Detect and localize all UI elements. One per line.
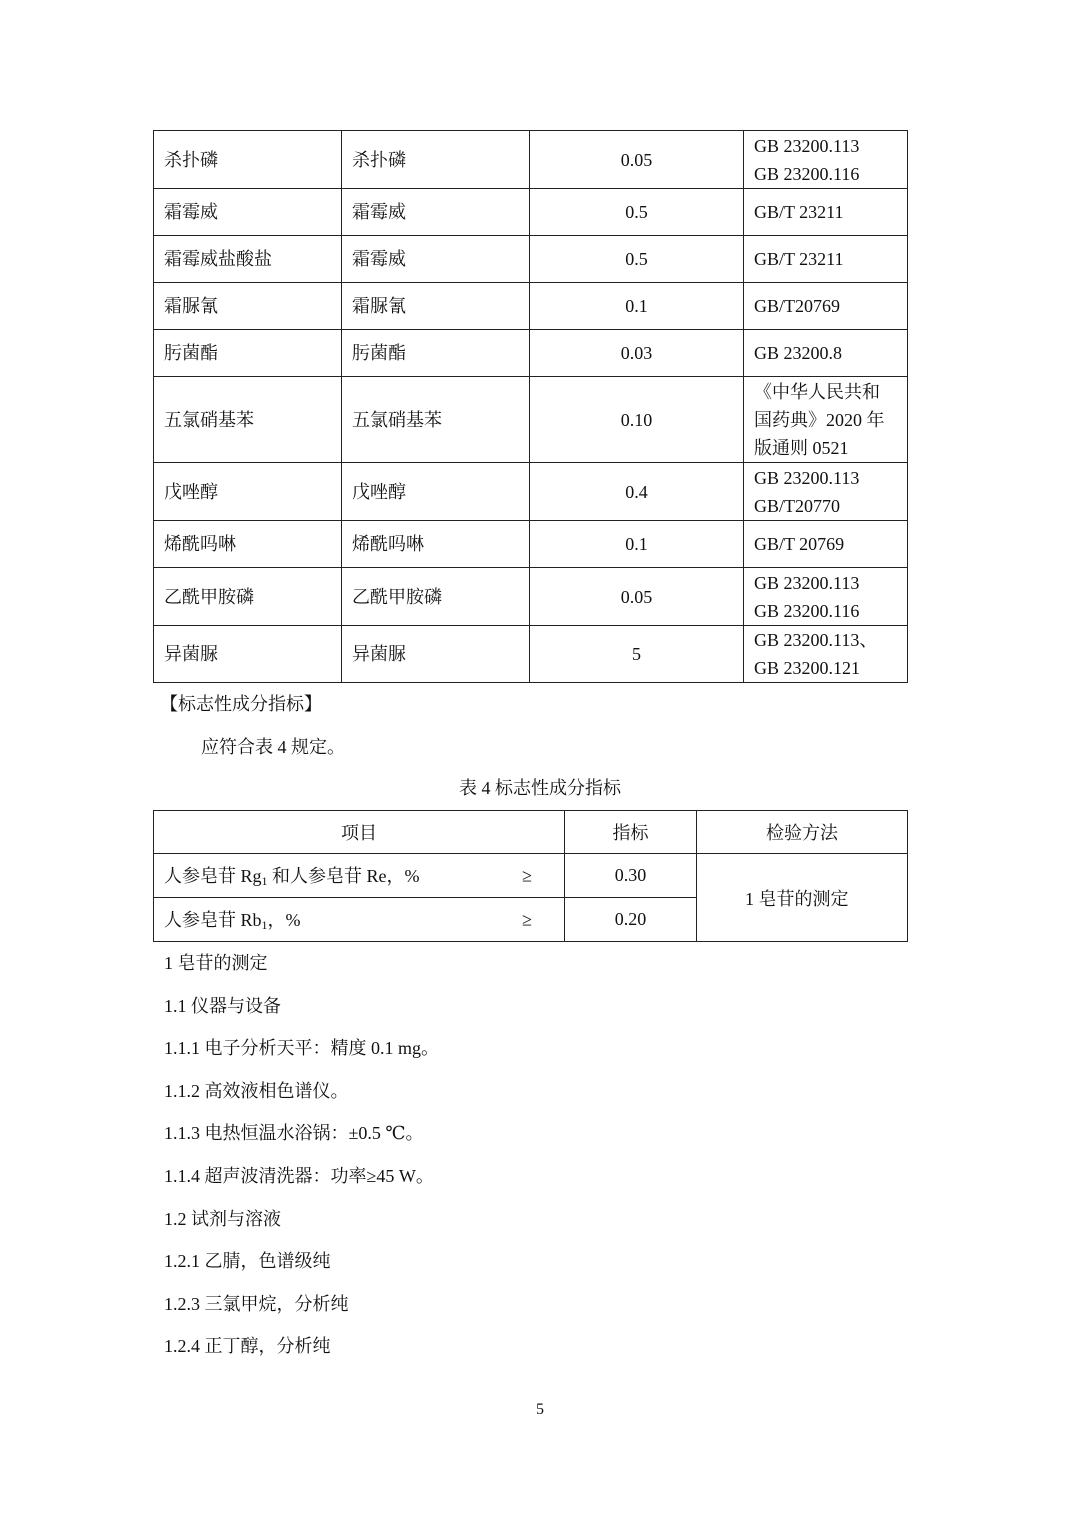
table-header-row xyxy=(154,811,908,854)
list-item: 1.2.4 正丁醇，分析纯 xyxy=(164,1336,331,1357)
residue-definition-cell: 异菌脲 xyxy=(342,626,530,683)
pesticide-name-cell: 肟菌酯 xyxy=(154,330,342,377)
table-row xyxy=(154,283,908,330)
list-item: 1.2 试剂与溶液 xyxy=(164,1208,281,1229)
table-row xyxy=(154,463,908,521)
page-number: 5 xyxy=(536,1401,544,1418)
item-subscript: 1 xyxy=(261,874,268,888)
limit-value-cell: 0.4 xyxy=(530,463,744,521)
residue-definition-cell: 戊唑醇 xyxy=(342,463,530,521)
method-cell: 1 皂苷的测定 xyxy=(697,854,908,942)
test-method-line: GB 23200.8 xyxy=(754,343,843,363)
section-heading: 【标志性成分指标】 xyxy=(160,694,322,714)
table-row xyxy=(154,626,908,683)
marker-component-table xyxy=(153,810,908,942)
section-body-text: 应符合表 4 规定。 xyxy=(201,737,345,757)
table-row xyxy=(154,521,908,568)
test-method-line: GB 23200.113 xyxy=(754,572,860,593)
test-method-line: GB 23200.113 xyxy=(754,467,860,488)
pesticide-name-cell: 戊唑醇 xyxy=(154,463,342,521)
table-row xyxy=(154,189,908,236)
test-method-line: GB 23200.116 xyxy=(754,600,860,621)
table-row xyxy=(154,330,908,377)
test-method-line: GB 23200.113、 xyxy=(754,630,878,650)
item-subscript: 1 xyxy=(261,918,268,932)
limit-value-cell: 0.03 xyxy=(530,330,744,377)
item-text: ，% xyxy=(267,910,301,930)
item-text: 和人参皂苷 Re，% xyxy=(267,866,420,886)
item-text: 人参皂苷 Rg xyxy=(164,866,262,886)
header-index: 指标 xyxy=(565,811,697,854)
test-method-cell xyxy=(744,131,908,189)
table-row xyxy=(154,854,908,898)
index-value: 0.20 xyxy=(565,898,697,942)
test-method-line: GB/T20770 xyxy=(754,495,841,516)
table-row xyxy=(154,236,908,283)
greater-equal-sign: ≥ xyxy=(522,865,532,885)
table-caption: 表 4 标志性成分指标 xyxy=(459,778,621,798)
list-item: 1.1.4 超声波清洗器：功率≥45 W。 xyxy=(164,1165,434,1186)
header-method: 检验方法 xyxy=(697,811,908,854)
table-row xyxy=(154,131,908,189)
pesticide-residue-table xyxy=(153,130,908,683)
test-method-line: GB 23200.121 xyxy=(754,658,861,678)
table-row xyxy=(154,377,908,463)
list-item: 1.1.1 电子分析天平：精度 0.1 mg。 xyxy=(164,1038,439,1059)
pesticide-name-cell: 乙酰甲胺磷 xyxy=(154,568,342,626)
test-method-cell xyxy=(744,330,908,377)
list-item: 1.1 仪器与设备 xyxy=(164,995,281,1016)
residue-definition-cell: 杀扑磷 xyxy=(342,131,530,189)
residue-definition-cell: 肟菌酯 xyxy=(342,330,530,377)
test-method-line: GB/T 23211 xyxy=(754,202,844,222)
pesticide-name-cell: 霜霉威 xyxy=(154,189,342,236)
list-item: 1.1.3 电热恒温水浴锅：±0.5 ℃。 xyxy=(164,1123,424,1144)
test-method-cell xyxy=(744,189,908,236)
limit-value-cell: 0.5 xyxy=(530,236,744,283)
limit-value-cell: 0.05 xyxy=(530,131,744,189)
test-method-line: GB 23200.113 xyxy=(754,135,860,156)
list-item: 1.1.2 高效液相色谱仪。 xyxy=(164,1080,349,1101)
limit-value-cell: 0.1 xyxy=(530,521,744,568)
test-method-cell xyxy=(744,521,908,568)
pesticide-name-cell: 霜脲氰 xyxy=(154,283,342,330)
list-item: 1.2.1 乙腈，色谱级纯 xyxy=(164,1251,331,1272)
test-method-cell xyxy=(744,463,908,521)
residue-definition-cell: 霜脲氰 xyxy=(342,283,530,330)
index-value: 0.30 xyxy=(565,854,697,898)
test-method-cell xyxy=(744,236,908,283)
test-method-cell xyxy=(744,377,908,463)
residue-definition-cell: 霜霉威 xyxy=(342,236,530,283)
residue-definition-cell: 霜霉威 xyxy=(342,189,530,236)
procedure-list xyxy=(164,951,439,1377)
limit-value-cell: 5 xyxy=(530,626,744,683)
table-row xyxy=(154,568,908,626)
residue-definition-cell: 五氯硝基苯 xyxy=(342,377,530,463)
pesticide-name-cell: 杀扑磷 xyxy=(154,131,342,189)
item-cell xyxy=(154,898,565,942)
test-method-line: GB/T 23211 xyxy=(754,249,844,269)
test-method-cell xyxy=(744,626,908,683)
item-text: 人参皂苷 Rb xyxy=(164,910,262,930)
test-method-line: GB/T 20769 xyxy=(754,534,845,554)
greater-equal-sign: ≥ xyxy=(522,909,532,929)
list-item: 1 皂苷的测定 xyxy=(164,953,268,973)
test-method-line: GB 23200.116 xyxy=(754,163,860,184)
residue-definition-cell: 烯酰吗啉 xyxy=(342,521,530,568)
test-method-cell xyxy=(744,568,908,626)
list-item: 1.2.3 三氯甲烷，分析纯 xyxy=(164,1293,349,1314)
pesticide-name-cell: 霜霉威盐酸盐 xyxy=(154,236,342,283)
pesticide-name-cell: 异菌脲 xyxy=(154,626,342,683)
header-item: 项目 xyxy=(154,811,565,854)
pesticide-name-cell: 五氯硝基苯 xyxy=(154,377,342,463)
limit-value-cell: 0.1 xyxy=(530,283,744,330)
limit-value-cell: 0.10 xyxy=(530,377,744,463)
residue-definition-cell: 乙酰甲胺磷 xyxy=(342,568,530,626)
test-method-cell xyxy=(744,283,908,330)
item-cell xyxy=(154,854,565,898)
test-method-line: 《中华人民共和国药典》2020 年版通则 0521 xyxy=(754,381,885,458)
limit-value-cell: 0.5 xyxy=(530,189,744,236)
pesticide-name-cell: 烯酰吗啉 xyxy=(154,521,342,568)
test-method-line: GB/T20769 xyxy=(754,296,841,316)
limit-value-cell: 0.05 xyxy=(530,568,744,626)
